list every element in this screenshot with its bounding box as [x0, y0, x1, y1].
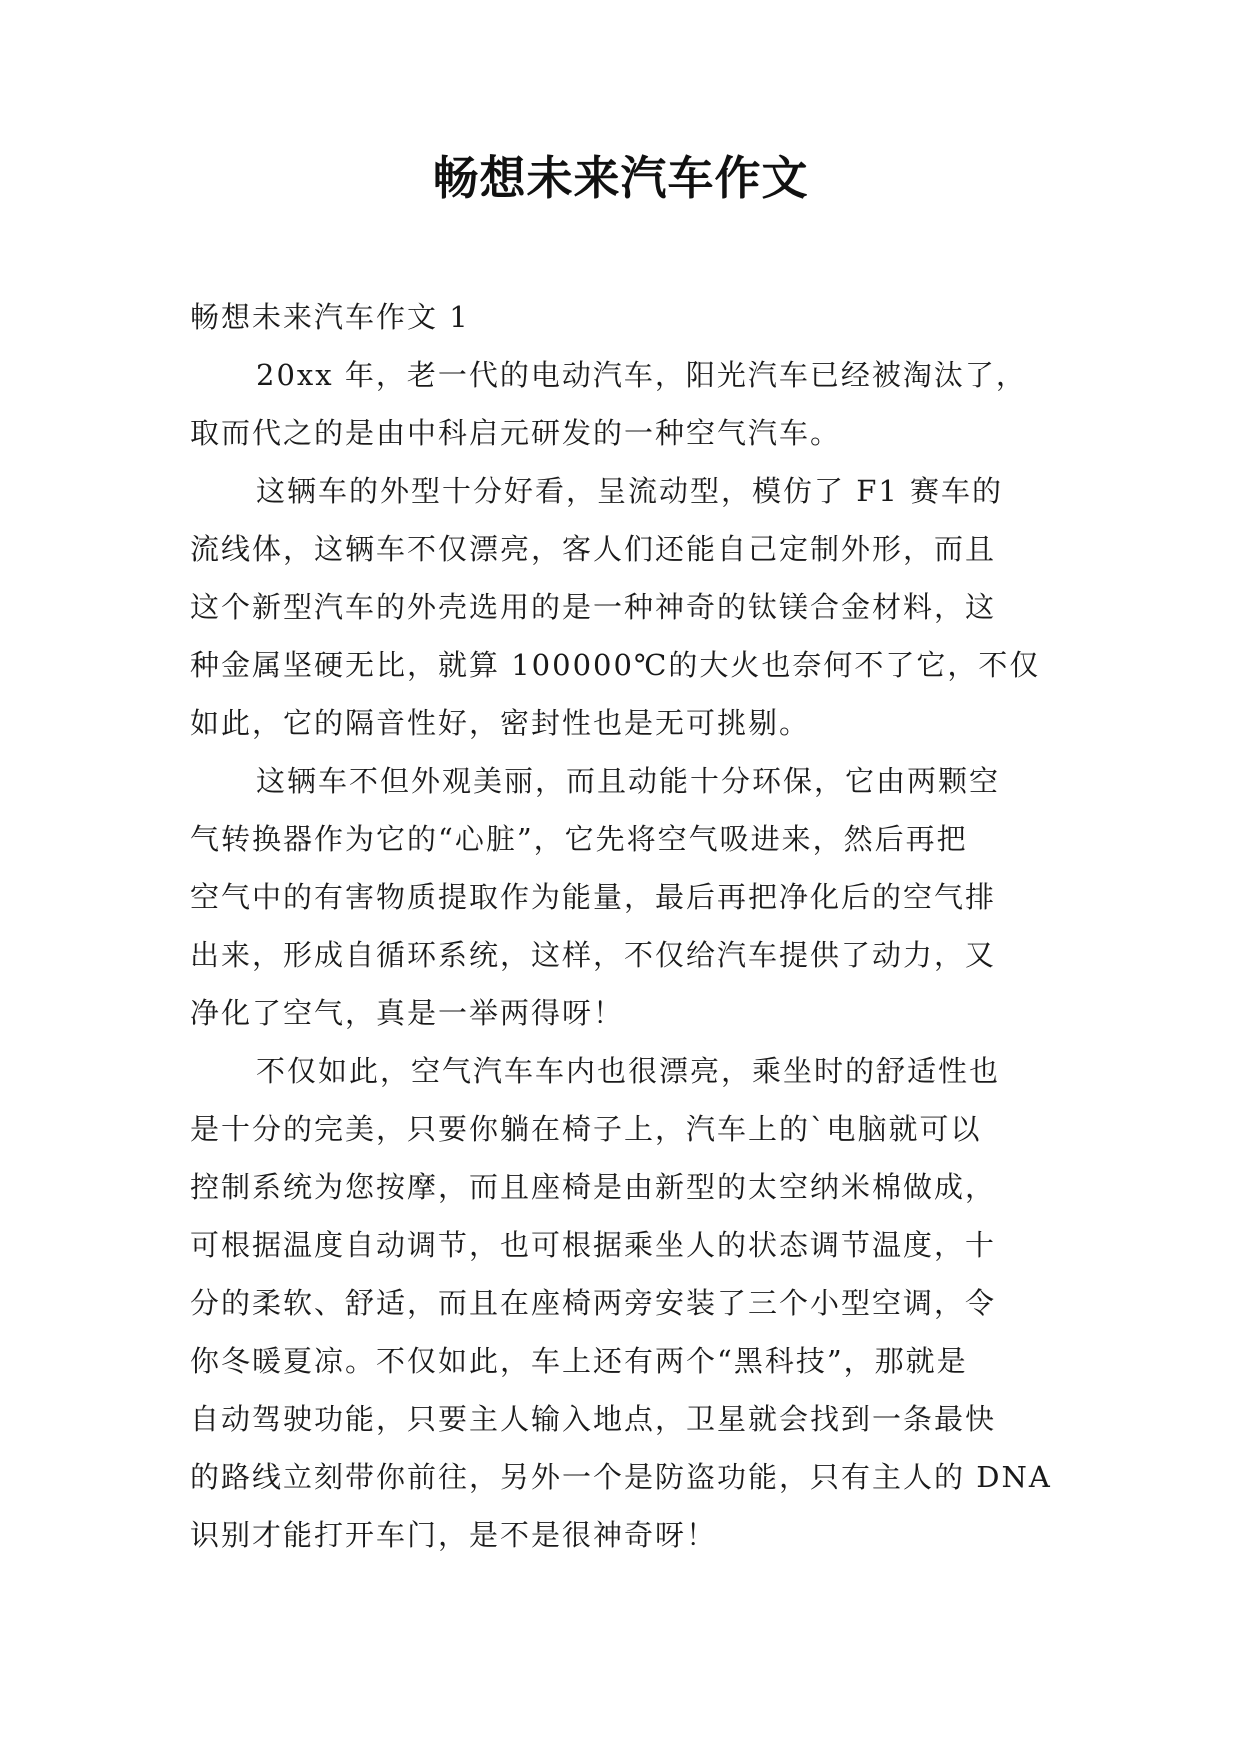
section-heading: 畅想未来汽车作文 1 [190, 300, 470, 334]
paragraph-4-line-5: 分的柔软、舒适，而且在座椅两旁安装了三个小型空调，令 [190, 1286, 997, 1320]
paragraph-4-line-2: 是十分的完美，只要你躺在椅子上，汽车上的`电脑就可以 [190, 1112, 982, 1146]
paragraph-4-line-8: 的路线立刻带你前往，另外一个是防盗功能，只有主人的 DNA [190, 1460, 1052, 1494]
paragraph-3-line-3: 空气中的有害物质提取作为能量，最后再把净化后的空气排 [190, 880, 997, 914]
paragraph-3-line-1: 这辆车不但外观美丽，而且动能十分环保，它由两颗空 [256, 764, 1001, 798]
document-body [190, 288, 1056, 1564]
document-title: 畅想未来汽车作文 [432, 151, 809, 205]
paragraph-4-line-3: 控制系统为您按摩，而且座椅是由新型的太空纳米棉做成， [190, 1170, 997, 1204]
paragraph-2-line-5: 如此，它的隔音性好，密封性也是无可挑剔。 [190, 706, 811, 740]
paragraph-2-line-2: 流线体，这辆车不仅漂亮，客人们还能自己定制外形，而且 [190, 532, 997, 566]
paragraph-3-line-2: 气转换器作为它的“心脏”，它先将空气吸进来，然后再把 [190, 822, 968, 856]
paragraph-4-line-6: 你冬暖夏凉。不仅如此，车上还有两个“黑科技”，那就是 [190, 1344, 968, 1378]
paragraph-3-line-5: 净化了空气，真是一举两得呀！ [190, 996, 625, 1030]
paragraph-4-line-9: 识别才能打开车门，是不是很神奇呀！ [190, 1518, 718, 1552]
paragraph-1-line-1: 20xx 年，老一代的电动汽车，阳光汽车已经被淘汰了， [256, 358, 1027, 392]
paragraph-4-line-4: 可根据温度自动调节，也可根据乘坐人的状态调节温度，十 [190, 1228, 997, 1262]
paragraph-4-line-7: 自动驾驶功能，只要主人输入地点，卫星就会找到一条最快 [190, 1402, 997, 1436]
paragraph-2-line-3: 这个新型汽车的外壳选用的是一种神奇的钛镁合金材料，这 [190, 590, 997, 624]
paragraph-2-line-4: 种金属坚硬无比，就算 100000℃的大火也奈何不了它，不仅 [190, 648, 1041, 682]
paragraph-3-line-4: 出来，形成自循环系统，这样，不仅给汽车提供了动力，又 [190, 938, 997, 972]
paragraph-1-line-2: 取而代之的是由中科启元研发的一种空气汽车。 [190, 416, 842, 450]
paragraph-4-line-1: 不仅如此，空气汽车车内也很漂亮，乘坐时的舒适性也 [256, 1054, 1001, 1088]
paragraph-2-line-1: 这辆车的外型十分好看，呈流动型，模仿了 F1 赛车的 [256, 474, 1004, 508]
